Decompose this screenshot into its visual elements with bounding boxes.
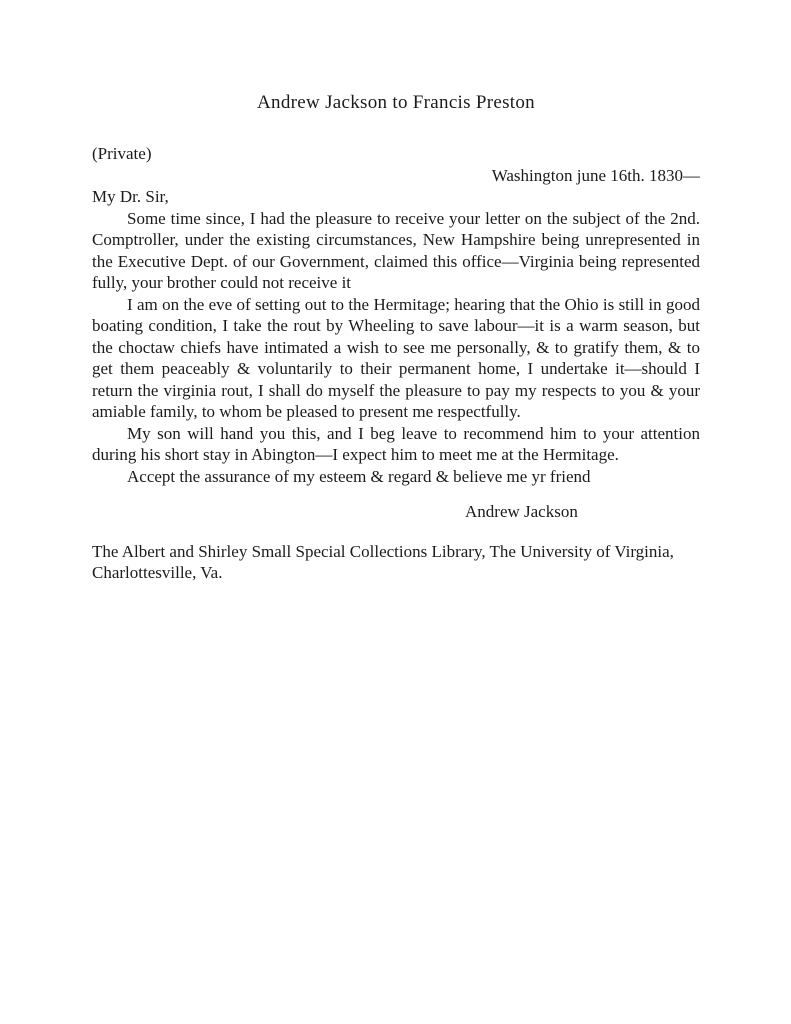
letter-paragraph: Some time since, I had the pleasure to receive your letter on the subject of the 2nd. Comptroller, under the existing circumstances, New Hampshire being unrepresented in the Executive Dept. of our Government, claimed this office—Virginia being represented fully, your brother could not receive it bbox=[92, 208, 700, 292]
salutation: My Dr. Sir, bbox=[92, 187, 169, 206]
letter-title: Andrew Jackson to Francis Preston bbox=[257, 92, 535, 113]
letter-paragraph: My son will hand you this, and I beg leave to recommend him to your attention during his short stay in Abington—I expect him to meet me at the Hermitage. bbox=[92, 423, 700, 464]
letter-paragraph: Accept the assurance of my esteem & regard & believe me yr friend bbox=[127, 466, 591, 486]
letter-paragraph: I am on the eve of setting out to the Hermitage; hearing that the Ohio is still in good boating condition, I take the rout by Wheeling to save labour—it is a warm season, but the choctaw chiefs have intimated a wish to see me personally, & to gratify them, & to get them peaceably & voluntarily to their permanent home, I undertake it—should I return the virginia rout, I shall do myself the pleasure to pay my respects to you & your amiable family, to whom be pleased to present me respectfully. bbox=[92, 294, 700, 421]
privacy-note: (Private) bbox=[92, 144, 152, 163]
signature: Andrew Jackson bbox=[465, 502, 578, 521]
document-page bbox=[92, 0, 700, 584]
attribution: The Albert and Shirley Small Special Collections Library, The University of Virginia, Charlottesville, Va. bbox=[92, 541, 674, 582]
dateline: Washington june 16th. 1830— bbox=[491, 165, 700, 185]
